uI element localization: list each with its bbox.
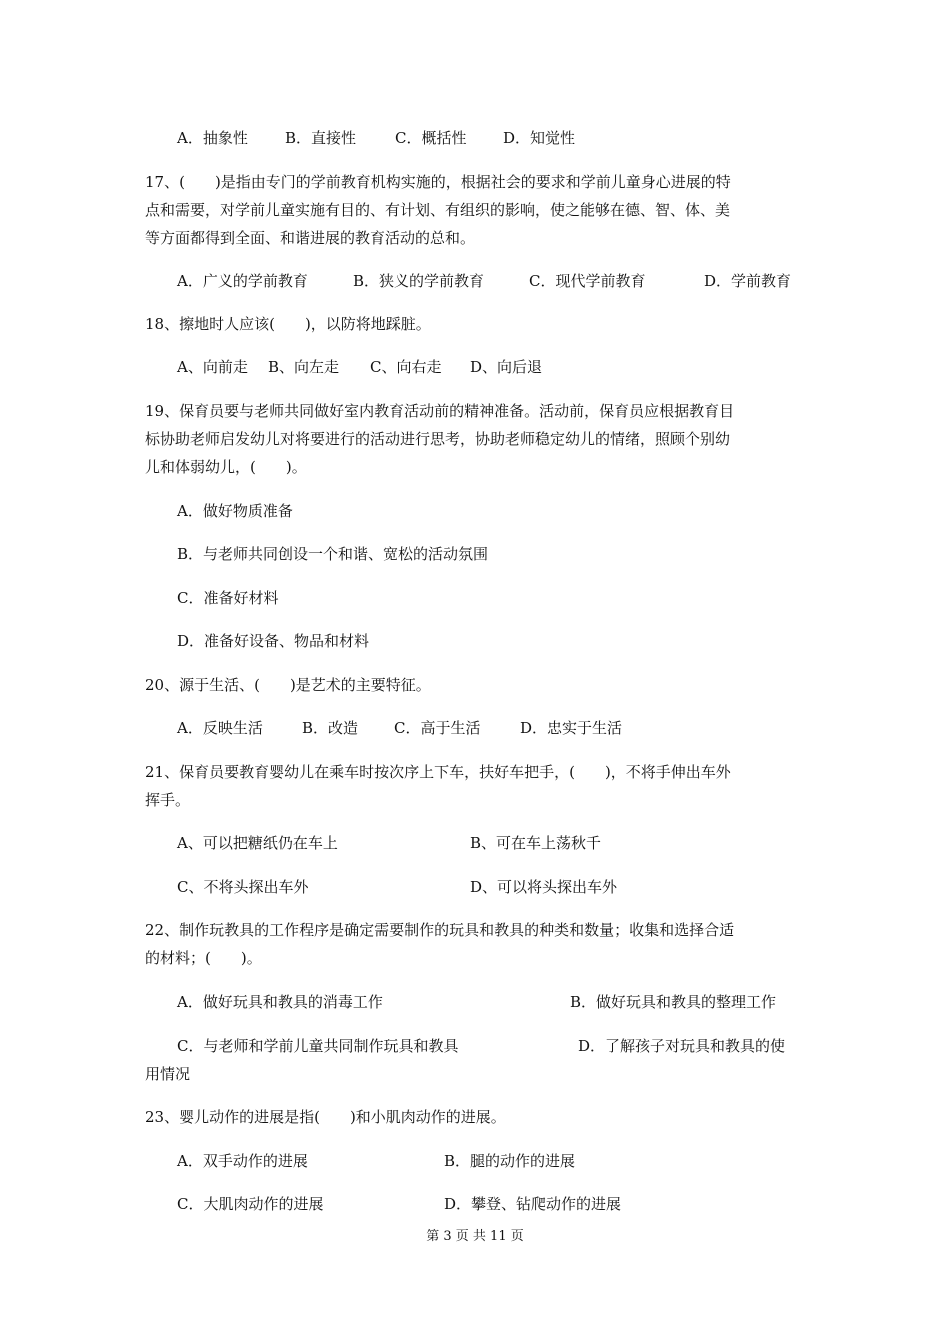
q17-text-line-1: 17、( )是指由专门的学前教育机构实施的，根据社会的要求和学前儿童身心进展的特 <box>145 173 731 191</box>
q19-option-b: B．与老师共同创设一个和谐、宽松的活动氛围 <box>177 545 489 563</box>
q18-option-c: C、向右走 <box>370 358 442 376</box>
q22-text-line-1: 22、制作玩教具的工作程序是确定需要制作的玩具和教具的种类和数量；收集和选择合适 <box>145 921 735 939</box>
q23-option-a: A．双手动作的进展 <box>177 1152 308 1170</box>
q17-text-line-2: 点和需要，对学前儿童实施有目的、有计划、有组织的影响，使之能够在德、智、体、美 <box>145 201 731 219</box>
q16-option-a: A．抽象性 <box>177 129 248 147</box>
q22-option-c: C．与老师和学前儿童共同制作玩具和教具 <box>177 1037 459 1055</box>
q21-text-line-2: 挥手。 <box>145 791 191 809</box>
q21-option-d: D、可以将头探出车外 <box>470 878 618 896</box>
q21-option-a: A、可以把糖纸仍在车上 <box>177 834 338 852</box>
q17-option-d: D．学前教育 <box>704 272 792 290</box>
q23-option-c: C．大肌肉动作的进展 <box>177 1195 324 1213</box>
q21-text-line-1: 21、保育员要教育婴幼儿在乘车时按次序上下车，扶好车把手，( )，不将手伸出车外 <box>145 763 731 781</box>
q19-text-line-3: 儿和体弱幼儿，( )。 <box>145 458 307 476</box>
q21-option-c: C、不将头探出车外 <box>177 878 309 896</box>
q23-text-line-1: 23、婴儿动作的进展是指( )和小肌肉动作的进展。 <box>145 1108 506 1126</box>
q21-option-b: B、可在车上荡秋千 <box>470 834 602 852</box>
q18-text-line-1: 18、擦地时人应该( )，以防将地踩脏。 <box>145 315 431 333</box>
q20-option-c: C．高于生活 <box>394 719 481 737</box>
q22-option-d-continued: 用情况 <box>145 1065 191 1083</box>
q16-option-c: C．概括性 <box>395 129 467 147</box>
q19-text-line-1: 19、保育员要与老师共同做好室内教育活动前的精神准备。活动前，保育员应根据教育目 <box>145 402 735 420</box>
q17-text-line-3: 等方面都得到全面、和谐进展的教育活动的总和。 <box>145 229 476 247</box>
q16-option-b: B．直接性 <box>285 129 357 147</box>
q20-text-line-1: 20、源于生活、( )是艺术的主要特征。 <box>145 676 431 694</box>
q19-option-c: C．准备好材料 <box>177 589 279 607</box>
q19-option-d: D．准备好设备、物品和材料 <box>177 632 370 650</box>
q18-option-b: B、向左走 <box>268 358 340 376</box>
q23-option-d: D．攀登、钻爬动作的进展 <box>444 1195 622 1213</box>
q22-option-a: A．做好玩具和教具的消毒工作 <box>177 993 383 1011</box>
q18-option-a: A、向前走 <box>177 358 248 376</box>
q20-option-b: B．改造 <box>302 719 359 737</box>
q20-option-d: D．忠实于生活 <box>520 719 623 737</box>
q18-option-d: D、向后退 <box>470 358 543 376</box>
q23-option-b: B．腿的动作的进展 <box>444 1152 576 1170</box>
page-number-footer: 第 3 页 共 11 页 <box>426 1229 524 1244</box>
q20-option-a: A．反映生活 <box>177 719 263 737</box>
q17-option-b: B．狭义的学前教育 <box>353 272 485 290</box>
q22-option-b: B．做好玩具和教具的整理工作 <box>570 993 777 1011</box>
q22-text-line-2: 的材料；( )。 <box>145 949 262 967</box>
q17-option-a: A．广义的学前教育 <box>177 272 308 290</box>
q16-option-d: D．知觉性 <box>503 129 576 147</box>
q19-option-a: A．做好物质准备 <box>177 502 293 520</box>
q17-option-c: C．现代学前教育 <box>529 272 646 290</box>
q19-text-line-2: 标协助老师启发幼儿对将要进行的活动进行思考，协助老师稳定幼儿的情绪，照顾个别幼 <box>145 430 731 448</box>
q22-option-d: D．了解孩子对玩具和教具的使 <box>578 1037 786 1055</box>
